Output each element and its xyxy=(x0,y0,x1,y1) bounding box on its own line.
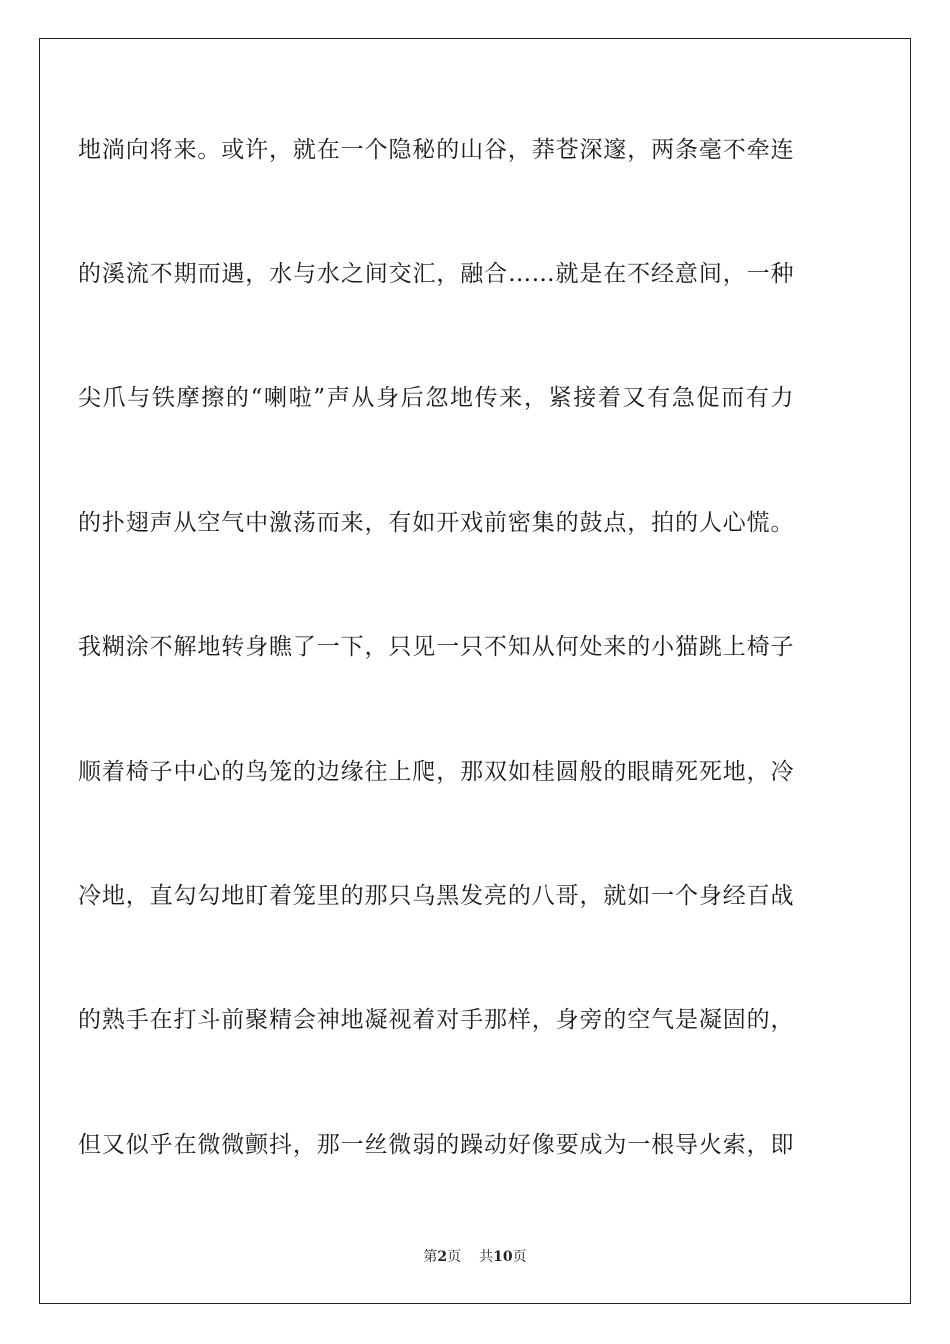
text-line: 但又似乎在微微颤抖，那一丝微弱的躁动好像要成为一根导火索，即 xyxy=(78,1132,794,1158)
total-label-suffix: 页 xyxy=(512,1249,527,1265)
text-line: 我糊涂不解地转身瞧了一下，只见一只不知从何处来的小猫跳上椅子 xyxy=(78,634,794,660)
text-line: 的扑翅声从空气中激荡而来，有如开戏前密集的鼓点，拍的人心慌。 xyxy=(78,510,794,536)
text-line: 顺着椅子中心的鸟笼的边缘往上爬，那双如桂圆般的眼睛死死地，冷 xyxy=(78,759,794,785)
text-line: 的溪流不期而遇，水与水之间交汇，融合……就是在不经意间，一种 xyxy=(78,261,794,287)
text-line: 的熟手在打斗前聚精会神地凝视着对手那样，身旁的空气是凝固的， xyxy=(78,1007,794,1033)
page-number: 2 xyxy=(437,1249,448,1265)
text-line: 地淌向将来。或许，就在一个隐秘的山谷，莽苍深邃，两条毫不牵连 xyxy=(78,137,794,163)
page-footer xyxy=(0,1248,950,1266)
page-label-prefix: 第 xyxy=(423,1249,438,1265)
text-line: 尖爪与铁摩擦的“喇啦”声从身后忽地传来，紧接着又有急促而有力 xyxy=(78,385,794,411)
total-pages: 10 xyxy=(493,1249,513,1265)
page-label-suffix: 页 xyxy=(447,1249,462,1265)
text-line: 冷地，直勾勾地盯着笼里的那只乌黑发亮的八哥，就如一个身经百战 xyxy=(78,883,794,909)
total-label-prefix: 共 xyxy=(479,1249,494,1265)
page-border xyxy=(39,38,911,1304)
